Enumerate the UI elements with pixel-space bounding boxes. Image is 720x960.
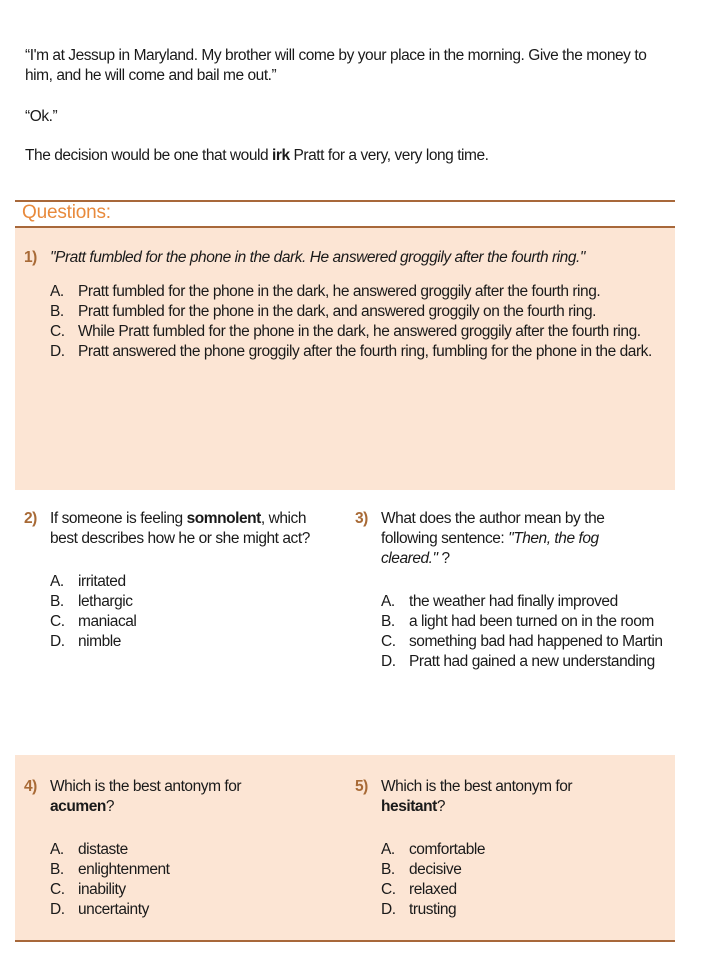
- text: Which is the best antonym for: [381, 778, 573, 795]
- question-text: [355, 777, 581, 817]
- passage-paragraph-2: “Ok.”: [25, 108, 58, 125]
- option-c: [50, 880, 284, 900]
- option-a: [50, 840, 284, 860]
- option-a: [381, 840, 615, 860]
- option-letter: D.: [381, 901, 396, 918]
- passage-paragraph-1: “I'm at Jessup in Maryland. My brother will come by your place in the morning. Give the money to him, and he will come and bail me out.”: [25, 47, 647, 84]
- option-letter: C.: [50, 613, 65, 630]
- option-text: something bad had happened to Martin: [409, 633, 663, 650]
- text: If someone is feeling: [50, 510, 187, 527]
- question-1: [24, 248, 664, 362]
- option-letter: D.: [50, 343, 65, 360]
- option-letter: A.: [50, 283, 64, 300]
- option-b: [381, 860, 615, 880]
- option-text: maniacal: [78, 613, 137, 630]
- question-number: 4): [24, 778, 37, 795]
- option-c: [381, 632, 671, 652]
- option-text: comfortable: [409, 841, 486, 858]
- question-text: [24, 509, 324, 549]
- option-text: uncertainty: [78, 901, 149, 918]
- option-text: Pratt had gained a new understanding: [409, 653, 655, 670]
- option-text: While Pratt fumbled for the phone in the dark, he answered groggily after the fourth ring.: [78, 323, 641, 340]
- questions-heading: Questions:: [22, 202, 111, 223]
- option-text: Pratt answered the phone groggily after the fourth ring, fumbling for the phone in the dark.: [78, 343, 652, 360]
- option-letter: B.: [50, 861, 64, 878]
- option-letter: A.: [381, 593, 395, 610]
- quoted-sentence: "Then, the fog cleared.": [381, 530, 599, 567]
- option-letter: B.: [381, 861, 395, 878]
- text: The decision would be one that would: [25, 147, 273, 164]
- text: ?: [105, 798, 115, 815]
- option-c: [50, 322, 654, 342]
- option-b: [381, 612, 671, 632]
- question-4: [24, 777, 284, 920]
- option-letter: C.: [381, 633, 396, 650]
- option-text: Pratt fumbled for the phone in the dark, he answered groggily after the fourth ring.: [78, 283, 601, 300]
- option-letter: B.: [50, 593, 64, 610]
- option-text: irritated: [78, 573, 126, 590]
- option-text: relaxed: [409, 881, 457, 898]
- vocab-word: somnolent: [186, 510, 261, 527]
- option-c: [381, 880, 615, 900]
- question-text: [24, 777, 250, 817]
- text: ?: [437, 550, 450, 567]
- option-letter: D.: [50, 633, 65, 650]
- question-2: [24, 509, 324, 652]
- option-a: [50, 572, 324, 592]
- option-text: the weather had finally improved: [409, 593, 618, 610]
- option-b: [50, 302, 654, 322]
- vocab-word: hesitant: [381, 798, 437, 815]
- option-d: [50, 900, 284, 920]
- option-letter: C.: [50, 323, 65, 340]
- question-number: 1): [24, 249, 37, 266]
- option-text: enlightenment: [78, 861, 170, 878]
- option-text: nimble: [78, 633, 121, 650]
- option-d: [381, 652, 671, 672]
- question-3: [355, 509, 675, 672]
- option-text: distaste: [78, 841, 128, 858]
- option-a: [50, 282, 654, 302]
- option-text: a light had been turned on in the room: [409, 613, 654, 630]
- divider-bottom: [15, 940, 675, 942]
- question-5: [355, 777, 615, 920]
- option-letter: B.: [381, 613, 395, 630]
- option-letter: D.: [381, 653, 396, 670]
- text: ?: [436, 798, 445, 815]
- text: What does the author mean by the following sentence:: [381, 510, 605, 547]
- option-text: lethargic: [78, 593, 133, 610]
- vocab-word: acumen: [50, 798, 106, 815]
- option-letter: A.: [50, 841, 64, 858]
- option-d: [381, 900, 615, 920]
- divider-top: [15, 200, 675, 202]
- vocab-word: irk: [272, 147, 290, 164]
- option-a: [381, 592, 671, 612]
- question-number: 2): [24, 510, 37, 527]
- option-letter: D.: [50, 901, 65, 918]
- option-text: inability: [78, 881, 126, 898]
- option-text: decisive: [409, 861, 462, 878]
- question-text: [355, 509, 675, 569]
- question-text: "Pratt fumbled for the phone in the dark. He answered groggily after the fourth ring.": [50, 249, 585, 266]
- text: Pratt for a very, very long time.: [289, 147, 489, 164]
- option-d: [50, 342, 654, 362]
- option-b: [50, 592, 324, 612]
- option-letter: A.: [381, 841, 395, 858]
- option-letter: C.: [50, 881, 65, 898]
- passage-paragraph-3: [25, 146, 675, 166]
- option-text: trusting: [409, 901, 457, 918]
- option-b: [50, 860, 284, 880]
- option-letter: A.: [50, 573, 64, 590]
- option-letter: B.: [50, 303, 64, 320]
- option-text: Pratt fumbled for the phone in the dark, and answered groggily on the fourth ring.: [78, 303, 596, 320]
- question-number: 3): [355, 510, 368, 527]
- text: , which best describes how he or she might act?: [50, 510, 310, 547]
- option-d: [50, 632, 324, 652]
- option-letter: C.: [381, 881, 396, 898]
- text: Which is the best antonym for: [50, 778, 242, 795]
- question-number: 5): [355, 778, 368, 795]
- option-c: [50, 612, 324, 632]
